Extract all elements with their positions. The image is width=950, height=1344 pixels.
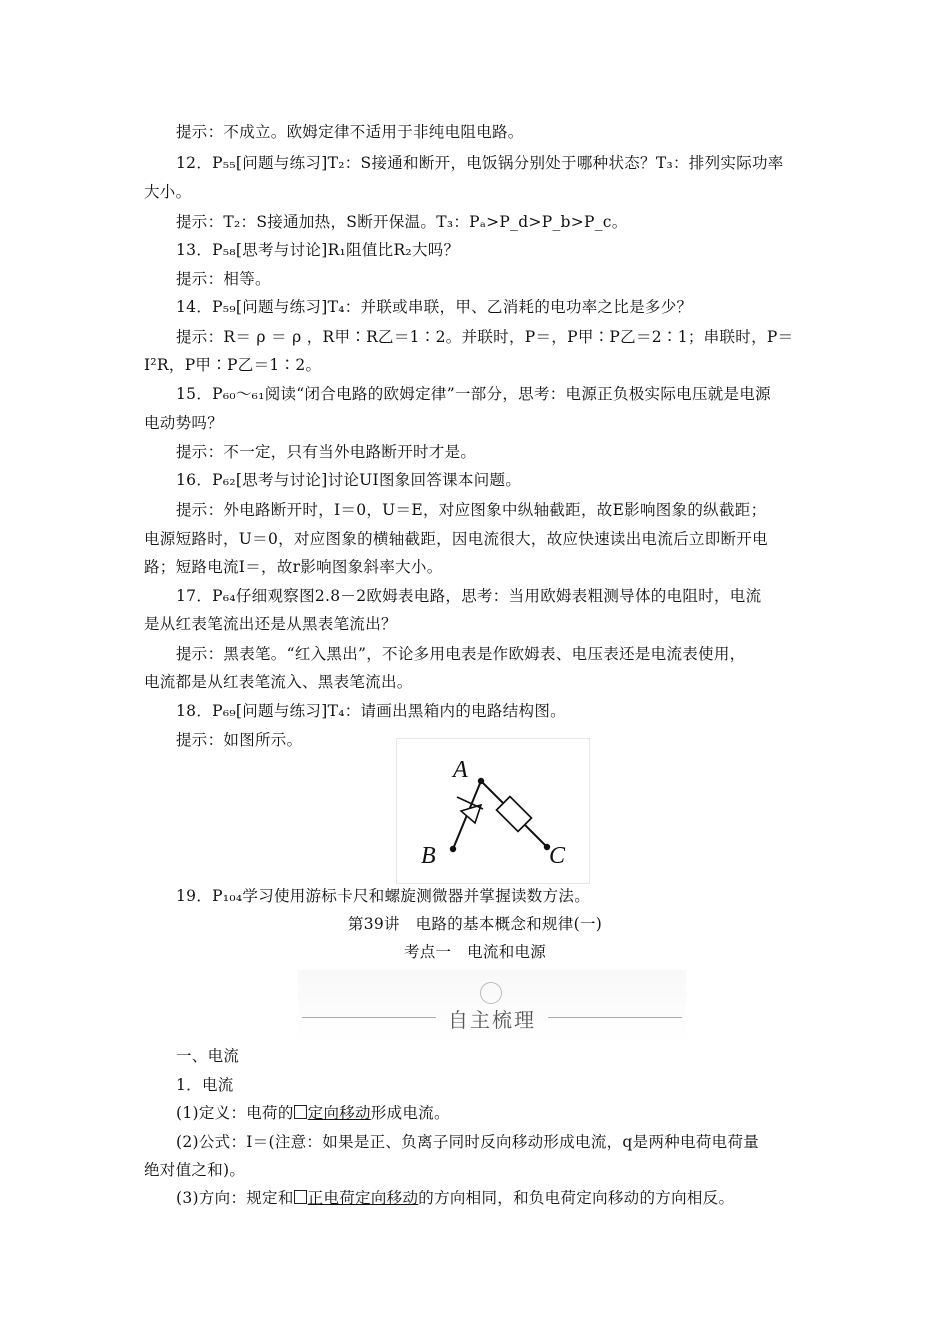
blank-box (294, 1105, 307, 1119)
leaf-icon (480, 982, 502, 1004)
question-19: 19．P₁₀₄学习使用游标卡尺和螺旋测微器并掌握读数方法。 (176, 887, 590, 905)
hint-18: 提示：如图所示。 (176, 731, 303, 749)
hint-13: 提示：相等。 (176, 270, 271, 288)
definition-suffix: 形成电流。 (370, 1104, 450, 1122)
hint-16: 提示：外电路断开时，I＝0，U＝E，对应图象中纵轴截距，故E影响图象的纵截距； (176, 501, 767, 519)
question-17: 17．P₆₄仔细观察图2.8－2欧姆表电路，思考：当用欧姆表粗测导体的电阻时，电流 (176, 587, 762, 605)
hint-16-cont-1: 电源短路时，U＝0，对应图象的横轴截距，因电流很大，故应快速读出电流后立即断开电 (144, 530, 768, 548)
hint-14: 提示：R＝ ρ ＝ ρ ，R甲∶R乙＝1∶2。并联时，P＝，P甲∶P乙＝2∶1；串联时，P＝ (176, 328, 794, 346)
direction-answer: 正电荷定向移动 (307, 1189, 419, 1207)
formula-line-cont: 绝对值之和)。 (144, 1161, 246, 1179)
circuit-figure (396, 738, 590, 884)
direction-line (176, 1188, 734, 1208)
question-14: 14．P₅₉[问题与练习]T₄：并联或串联，甲、乙消耗的电功率之比是多少？ (176, 298, 693, 316)
question-16: 16．P₆₂[思考与讨论]讨论UI图象回答课本问题。 (176, 471, 522, 489)
direction-prefix: (3)方向：规定和 (176, 1189, 294, 1207)
section-banner (298, 970, 686, 1042)
blank-box (294, 1190, 307, 1204)
direction-suffix: 的方向相同，和负电荷定向移动的方向相反。 (418, 1189, 735, 1207)
question-12-cont: 大小。 (144, 183, 192, 201)
definition-line (176, 1103, 450, 1123)
hint-15: 提示：不一定，只有当外电路断开时才是。 (176, 443, 477, 461)
question-18: 18．P₆₉[问题与练习]T₄：请画出黑箱内的电路结构图。 (176, 702, 566, 720)
section-current: 一、电流 (176, 1047, 240, 1065)
label-a: A (453, 757, 468, 783)
node-b (450, 846, 456, 852)
question-15: 15．P₆₀～₆₁阅读“闭合电路的欧姆定律”一部分，思考：电源正负极实际电压就是电源 (176, 385, 771, 403)
definition-prefix: (1)定义：电荷的 (176, 1104, 294, 1122)
hint-17-cont: 电流都是从红表笔流入、黑表笔流出。 (144, 673, 413, 691)
question-17-cont: 是从红表笔流出还是从黑表笔流出？ (144, 615, 397, 633)
direction-fill (294, 1189, 419, 1207)
label-c: C (549, 843, 566, 869)
node-a (478, 778, 484, 784)
lecture-title: 第39讲 电路的基本概念和规律(一) (347, 915, 603, 933)
label-b: B (421, 843, 436, 869)
question-15-cont: 电动势吗？ (144, 414, 224, 432)
definition-answer: 定向移动 (307, 1104, 371, 1122)
hint-14-cont: I²R，P甲∶P乙＝1∶2。 (144, 356, 322, 374)
item-1-current: 1．电流 (176, 1076, 234, 1094)
hint-17: 提示：黑表笔。“红入黑出”，不论多用电表是作欧姆表、电压表还是电流表使用， (176, 645, 746, 663)
hint-11: 提示：不成立。欧姆定律不适用于非纯电阻电路。 (176, 123, 524, 141)
question-13: 13．P₅₈[思考与讨论]R₁阻值比R₂大吗？ (176, 241, 460, 259)
formula-line: (2)公式：I＝(注意：如果是正、负离子同时反向移动形成电流，q是两种电荷电荷量 (176, 1133, 760, 1151)
point-title: 考点一 电流和电源 (403, 943, 547, 961)
banner-title: 自主梳理 (448, 1008, 536, 1032)
question-12: 12．P₅₅[问题与练习]T₂：S接通和断开，电饭锅分别处于哪种状态？T₃：排列实际功率 (176, 154, 784, 172)
definition-fill (294, 1104, 371, 1122)
hint-12: 提示：T₂：S接通加热，S断开保温。T₃：Pₐ>P_d>P_b>P_c。 (176, 213, 628, 231)
circuit-diagram (397, 739, 589, 883)
hint-16-cont-2: 路；短路电流I＝，故r影响图象斜率大小。 (144, 558, 443, 576)
